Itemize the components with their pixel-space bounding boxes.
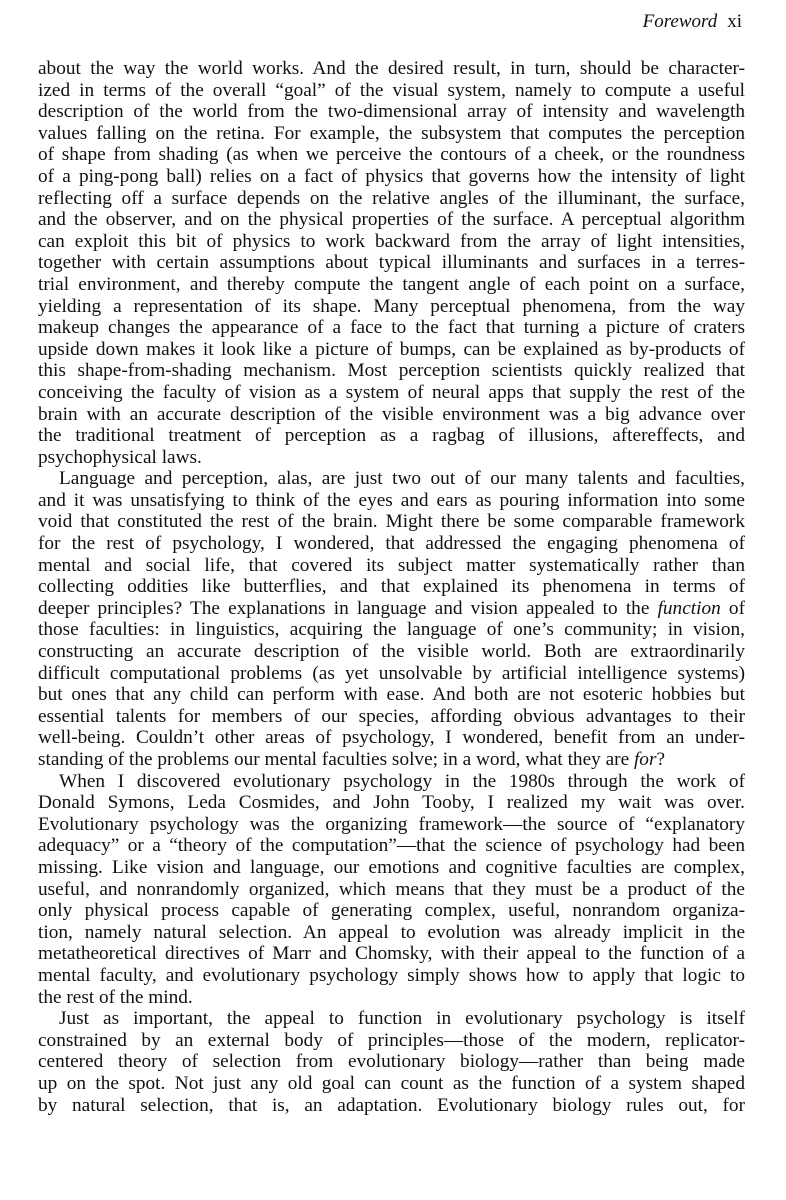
text-line: of shape from shading (as when we perceive the contours of a cheek, or the roundness — [38, 144, 745, 166]
text-line: brain with an accurate description of the visible environment was a big advance over — [38, 403, 745, 425]
text-line: deeper principles? The explanations in language and vision appealed to the function of — [38, 597, 745, 619]
text-line: only physical process capable of generating complex, useful, nonrandom organiza- — [38, 900, 745, 922]
paragraph — [38, 58, 745, 468]
text-line: void that constituted the rest of the brain. Might there be some comparable framework — [38, 511, 745, 533]
paragraph — [38, 1008, 745, 1116]
text-line: useful, and nonrandomly organized, which means that they must be a product of the — [38, 878, 745, 900]
running-head — [643, 10, 742, 34]
text-line: Language and perception, alas, are just two out of our many talents and faculties, — [59, 468, 745, 490]
text-line: mental and social life, that covered its subject matter systematically rather than — [38, 554, 745, 576]
text-line: of a ping-pong ball) relies on a fact of physics that governs how the intensity of light — [38, 165, 745, 187]
text-line: makeup changes the appearance of a face to the fact that turning a picture of craters — [38, 317, 745, 339]
text-line: this shape-from-shading mechanism. Most perception scientists quickly realized that — [38, 360, 745, 382]
text-line: can exploit this bit of physics to work backward from the array of light intensities, — [38, 230, 745, 252]
page-number: xi — [727, 11, 742, 32]
text-line: metatheoretical directives of Marr and Chomsky, with their appeal to the function of a — [38, 943, 745, 965]
italic-emphasis: for — [633, 749, 657, 770]
text-line: standing of the problems our mental faculties solve; in a word, what they are for? — [38, 749, 666, 770]
text-line: values falling on the retina. For example, the subsystem that computes the perception — [38, 122, 745, 144]
text-line: psychophysical laws. — [38, 446, 202, 468]
text-line: missing. Like vision and language, our emotions and cognitive faculties are complex, — [38, 856, 745, 878]
text-line: for the rest of psychology, I wondered, that addressed the engaging phenomena of — [38, 533, 745, 555]
text-line: the traditional treatment of perception as a ragbag of illusions, aftereffects, and — [38, 425, 745, 447]
text-line: trial environment, and thereby compute the tangent angle of each point on a surface, — [38, 273, 745, 295]
text-line: those faculties: in linguistics, acquiring the language of one’s community; in vision, — [38, 619, 745, 641]
text-line: collecting oddities like butterflies, and that explained its phenomena in terms of — [38, 576, 745, 598]
body-text — [38, 58, 745, 1116]
text-line: ized in terms of the overall “goal” of the visual system, namely to compute a useful — [38, 79, 745, 101]
text-line: conceiving the faculty of vision as a system of neural apps that supply the rest of the — [38, 381, 745, 403]
text-line: mental faculty, and evolutionary psychology simply shows how to apply that logic to — [38, 964, 745, 986]
text-line: and the observer, and on the physical properties of the surface. A perceptual algorithm — [38, 209, 745, 231]
text-line: up on the spot. Not just any old goal can count as the function of a system shaped — [38, 1072, 745, 1094]
text-line: tion, namely natural selection. An appeal to evolution was already implicit in the — [38, 921, 745, 943]
text-line: constructing an accurate description of the visible world. Both are extraordinarily — [38, 641, 745, 663]
text-line: Donald Symons, Leda Cosmides, and John Tooby, I realized my wait was over. — [38, 792, 745, 814]
text-line: When I discovered evolutionary psychology in the 1980s through the work of — [59, 770, 745, 792]
paragraph — [38, 468, 745, 770]
text-line: yielding a representation of its shape. Many perceptual phenomena, from the way — [38, 295, 745, 317]
text-line: about the way the world works. And the desired result, in turn, should be character- — [38, 58, 745, 79]
text-line: reflecting off a surface depends on the relative angles of the illuminant, the surface, — [38, 187, 745, 209]
text-line: by natural selection, that is, an adaptation. Evolutionary biology rules out, for — [38, 1094, 745, 1116]
text-line: adequacy” or a “theory of the computation”—that the science of psychology had been — [38, 835, 745, 857]
text-line: centered theory of selection from evolutionary biology—rather than being made — [38, 1051, 745, 1073]
text-line: and it was unsatisfying to think of the eyes and ears as pouring information into some — [38, 489, 745, 511]
text-line: Evolutionary psychology was the organizing framework—the source of “explanatory — [38, 813, 745, 835]
text-line: the rest of the mind. — [38, 986, 193, 1008]
text-line: constrained by an external body of principles—those of the modern, replicator- — [38, 1029, 745, 1051]
text-line: essential talents for members of our species, affording obvious advantages to their — [38, 705, 745, 727]
text-line: description of the world from the two-dimensional array of intensity and wavelength — [38, 101, 745, 123]
text-line: upside down makes it look like a picture of bumps, can be explained as by-products of — [38, 338, 745, 360]
text-line: well-being. Couldn’t other areas of psychology, I wondered, benefit from an under- — [38, 727, 745, 749]
text-line: difficult computational problems (as yet unsolvable by artificial intelligence systems) — [38, 662, 745, 684]
italic-emphasis: function — [657, 597, 721, 619]
text-line: Just as important, the appeal to function in evolutionary psychology is itself — [59, 1008, 745, 1030]
text-line: but ones that any child can perform with ease. And both are not esoteric hobbies but — [38, 684, 745, 706]
paragraph — [38, 771, 745, 1009]
text-line: together with certain assumptions about typical illuminants and surfaces in a terres- — [38, 252, 745, 274]
running-head-section: Foreword — [642, 11, 718, 32]
